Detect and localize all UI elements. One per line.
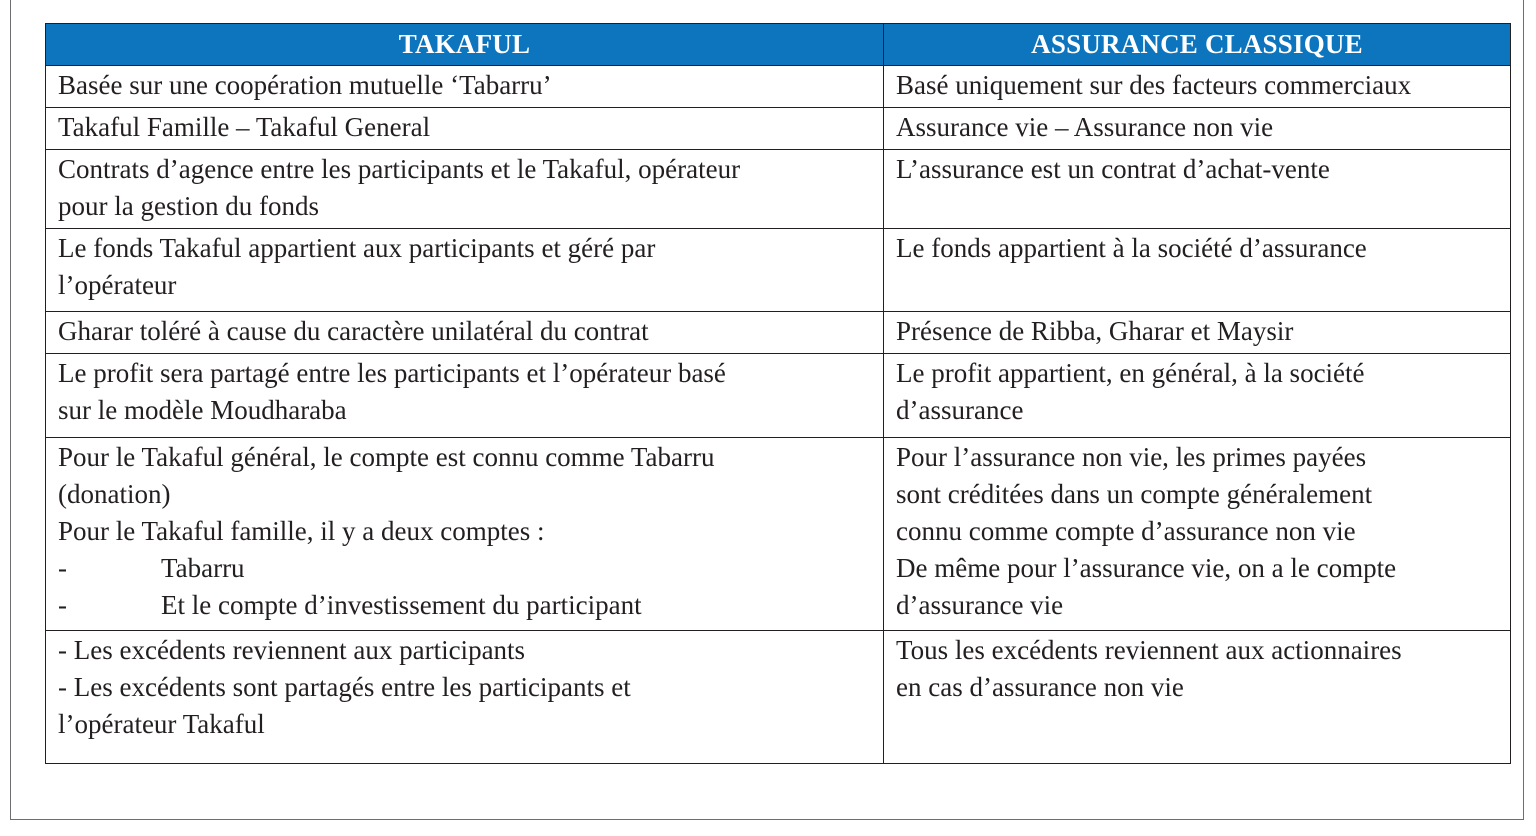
bullet-item	[58, 587, 871, 624]
cell-text: Takaful Famille – Takaful General	[58, 112, 431, 142]
cell-text: Basé uniquement sur des facteurs commerciaux	[896, 70, 1412, 100]
cell-text: Contrats d’agence entre les participants et le Takaful, opérateur	[58, 154, 741, 184]
table-row	[46, 150, 1511, 229]
cell-text: Le fonds appartient à la société d’assurance	[896, 233, 1367, 263]
takaful-cell	[46, 312, 884, 354]
cell-text: Basée sur une coopération mutuelle ‘Tabarru’	[58, 70, 552, 100]
header-row	[46, 24, 1511, 66]
classique-cell	[884, 108, 1511, 150]
takaful-cell	[46, 150, 884, 229]
table-row	[46, 229, 1511, 312]
cell-text: Assurance vie – Assurance non vie	[896, 112, 1274, 142]
takaful-cell	[46, 438, 884, 631]
takaful-cell	[46, 354, 884, 438]
classique-cell	[884, 631, 1511, 764]
table-row	[46, 438, 1511, 631]
bullet-dash: -	[58, 590, 67, 620]
cell-text: en cas d’assurance non vie	[896, 672, 1184, 702]
cell-text: L’assurance est un contrat d’achat-vente	[896, 154, 1330, 184]
header-takaful: TAKAFUL	[46, 24, 884, 66]
cell-text: Le profit sera partagé entre les participants et l’opérateur basé	[58, 358, 726, 388]
cell-text: pour la gestion du fonds	[58, 191, 319, 221]
cell-text: d’assurance	[896, 395, 1024, 425]
cell-text: Tous les excédents reviennent aux actionnaires	[896, 635, 1402, 665]
cell-text: Pour le Takaful famille, il y a deux comptes :	[58, 516, 545, 546]
classique-cell	[884, 438, 1511, 631]
cell-text: Le fonds Takaful appartient aux participants et géré par	[58, 233, 656, 263]
bullet-item	[58, 550, 871, 587]
bullet-text: Tabarru	[161, 553, 245, 583]
cell-text: Le profit appartient, en général, à la société	[896, 358, 1365, 388]
table-row	[46, 631, 1511, 764]
cell-text: l’opérateur Takaful	[58, 709, 265, 739]
cell-text: l’opérateur	[58, 270, 177, 300]
cell-text: De même pour l’assurance vie, on a le compte	[896, 553, 1397, 583]
cell-text: connu comme compte d’assurance non vie	[896, 516, 1356, 546]
cell-text: Pour l’assurance non vie, les primes payées	[896, 442, 1367, 472]
cell-text: sur le modèle Moudharaba	[58, 395, 347, 425]
bullet-dash: -	[58, 553, 67, 583]
classique-cell	[884, 150, 1511, 229]
cell-text: - Les excédents sont partagés entre les participants et	[58, 672, 631, 702]
cell-text: (donation)	[58, 479, 171, 509]
takaful-cell	[46, 631, 884, 764]
classique-cell	[884, 354, 1511, 438]
classique-cell	[884, 312, 1511, 354]
takaful-cell	[46, 66, 884, 108]
table-row	[46, 108, 1511, 150]
cell-text: - Les excédents reviennent aux participants	[58, 635, 526, 665]
table-row	[46, 66, 1511, 108]
classique-cell	[884, 66, 1511, 108]
takaful-cell	[46, 229, 884, 312]
header-assurance-classique: ASSURANCE CLASSIQUE	[884, 24, 1511, 66]
classique-cell	[884, 229, 1511, 312]
comparison-table	[45, 23, 1511, 764]
cell-text: d’assurance vie	[896, 590, 1064, 620]
cell-text: Pour le Takaful général, le compte est connu comme Tabarru	[58, 442, 715, 472]
table-row	[46, 354, 1511, 438]
cell-text: sont créditées dans un compte généralement	[896, 479, 1373, 509]
cell-text: Présence de Ribba, Gharar et Maysir	[896, 316, 1294, 346]
takaful-cell	[46, 108, 884, 150]
cell-text: Gharar toléré à cause du caractère unilatéral du contrat	[58, 316, 649, 346]
bullet-text: Et le compte d’investissement du participant	[161, 590, 642, 620]
table-row	[46, 312, 1511, 354]
